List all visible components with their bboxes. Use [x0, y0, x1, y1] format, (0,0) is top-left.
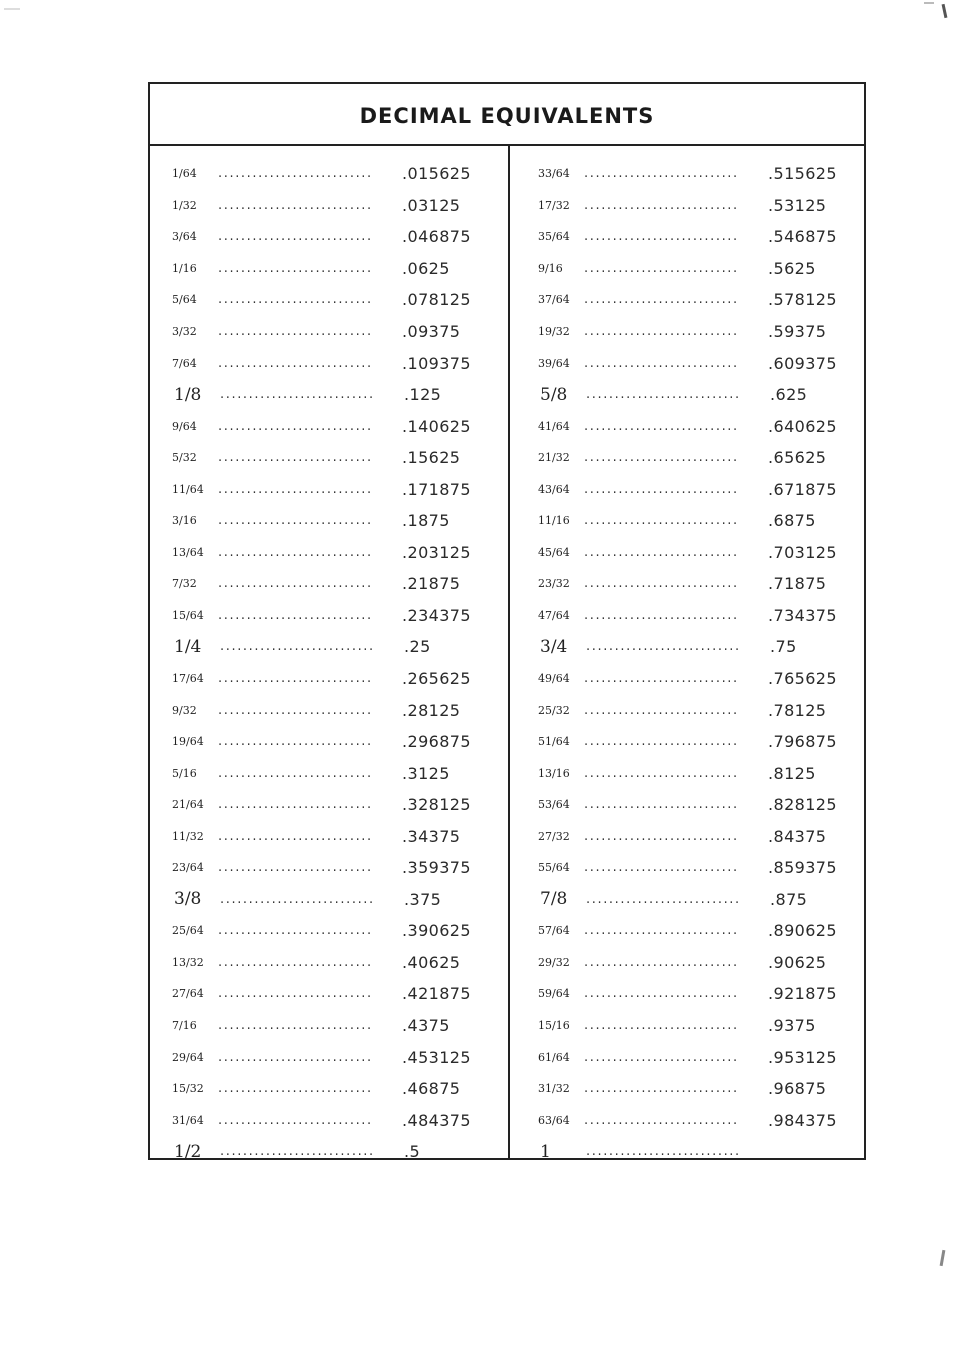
table-row [168, 1073, 498, 1105]
table-row [168, 1104, 498, 1136]
table-row [534, 1136, 864, 1168]
dot-leader: ........................... [218, 166, 373, 182]
decimal-value: .734375 [768, 605, 837, 625]
decimal-value: .15625 [402, 448, 461, 468]
decimal-value: .0625 [402, 258, 450, 278]
table-row [168, 284, 498, 316]
dot-leader: ........................... [218, 954, 373, 970]
dot-leader: ........................... [584, 197, 739, 213]
fraction-label: 11/16 [538, 514, 570, 528]
table-row [168, 1136, 498, 1168]
fraction-label: 5/32 [172, 451, 197, 465]
fraction-label: 51/64 [538, 735, 570, 749]
decimal-value: .828125 [768, 795, 837, 815]
dot-leader: ........................... [218, 1049, 373, 1065]
dot-leader: ........................... [220, 639, 375, 655]
decimal-value: .03125 [402, 195, 461, 215]
decimal-value: .4375 [402, 1016, 450, 1036]
fraction-label: 43/64 [538, 482, 570, 496]
dot-leader: ........................... [218, 229, 373, 245]
fraction-label: 17/32 [538, 198, 570, 212]
decimal-value: .46875 [402, 1079, 461, 1099]
table-row [168, 442, 498, 474]
dot-leader: ........................... [218, 450, 373, 466]
fraction-label: 7/64 [172, 356, 197, 370]
fraction-label: 29/64 [172, 1050, 204, 1064]
fraction-label: 19/32 [538, 325, 570, 338]
dot-leader: ........................... [218, 544, 373, 560]
table-row [168, 978, 498, 1010]
scan-mark [924, 2, 934, 4]
fraction-label: 7/16 [172, 1019, 197, 1033]
decimal-value: .296875 [402, 732, 471, 752]
dot-leader: ........................... [584, 576, 739, 592]
table-row [534, 884, 864, 916]
decimal-value: .25 [404, 637, 431, 657]
decimal-value: .75 [770, 637, 797, 657]
decimal-value: .546875 [768, 227, 837, 247]
fraction-label: 9/32 [172, 703, 197, 717]
decimal-value: .9375 [768, 1016, 816, 1036]
table-row [534, 347, 864, 379]
decimal-value: .375 [404, 889, 442, 909]
fraction-label: 1 [540, 1141, 551, 1162]
fraction-label: 37/64 [538, 293, 570, 307]
decimal-value: .796875 [768, 732, 837, 752]
table-row [168, 820, 498, 852]
fraction-label: 3/8 [174, 889, 202, 910]
table-row [534, 284, 864, 316]
dot-leader: ........................... [218, 418, 373, 434]
table-row [534, 600, 864, 632]
table-row [168, 253, 498, 285]
decimal-value: .5625 [768, 258, 816, 278]
table-row [168, 221, 498, 253]
decimal-value: .640625 [768, 416, 837, 436]
decimal-value: .3125 [402, 763, 450, 783]
dot-leader: ........................... [218, 671, 373, 687]
table-row [168, 158, 498, 190]
fraction-label: 13/32 [172, 955, 204, 969]
dot-leader: ........................... [218, 607, 373, 623]
dot-leader: ........................... [218, 576, 373, 592]
fraction-label: 45/64 [538, 545, 570, 559]
fraction-label: 1/2 [174, 1141, 202, 1162]
fraction-label: 23/64 [172, 861, 204, 875]
table-row [534, 190, 864, 222]
fraction-label: 17/64 [172, 672, 204, 686]
dot-leader: ........................... [218, 1018, 373, 1034]
dot-leader: ........................... [218, 260, 373, 276]
table-row [168, 884, 498, 916]
table-row [168, 600, 498, 632]
decimal-value: .890625 [768, 921, 837, 941]
decimal-value: .703125 [768, 542, 837, 562]
decimal-value: .1875 [402, 511, 450, 531]
decimal-value: .234375 [402, 605, 471, 625]
table-row [534, 852, 864, 884]
table-row [534, 947, 864, 979]
table-row [168, 852, 498, 884]
dot-leader: ........................... [218, 324, 373, 339]
decimal-value: .359375 [402, 858, 471, 878]
fraction-label: 7/32 [172, 577, 197, 591]
fraction-label: 1/4 [174, 636, 202, 657]
decimal-value: .265625 [402, 669, 471, 689]
dot-leader: ........................... [584, 828, 739, 844]
decimal-value: .125 [404, 385, 442, 405]
fraction-label: 15/64 [172, 608, 204, 622]
table-row [534, 158, 864, 190]
decimal-value: .984375 [768, 1110, 837, 1130]
decimal-value: .671875 [768, 479, 837, 499]
decimal-value: .40625 [402, 952, 461, 972]
decimal-value: .53125 [768, 195, 827, 215]
decimal-value: .21875 [402, 574, 461, 594]
decimal-value: .65625 [768, 448, 827, 468]
dot-leader: ........................... [218, 734, 373, 750]
decimal-value: .046875 [402, 227, 471, 247]
dot-leader: ........................... [218, 986, 373, 1002]
dot-leader: ........................... [584, 292, 739, 308]
table-row [168, 694, 498, 726]
fraction-label: 9/64 [172, 419, 197, 433]
table-row [534, 221, 864, 253]
fraction-label: 21/32 [538, 451, 570, 465]
decimal-value: .84375 [768, 826, 827, 846]
decimal-value: .015625 [402, 164, 471, 184]
fraction-label: 23/32 [538, 577, 570, 591]
dot-leader: ........................... [218, 1112, 373, 1128]
dot-leader: ........................... [218, 355, 373, 371]
decimal-value: .140625 [402, 416, 471, 436]
scan-mark [4, 8, 20, 10]
dot-leader: ........................... [218, 292, 373, 308]
table-row [168, 631, 498, 663]
decimal-value: .390625 [402, 921, 471, 941]
table-row [168, 316, 498, 348]
table-row [534, 253, 864, 285]
table-row [534, 631, 864, 663]
dot-leader: ........................... [584, 450, 739, 466]
decimal-value: .28125 [402, 700, 461, 720]
dot-leader: ........................... [586, 387, 741, 403]
decimal-value: .078125 [402, 290, 471, 310]
scan-mark [942, 4, 948, 18]
dot-leader: ........................... [584, 355, 739, 371]
table-row [534, 1073, 864, 1105]
decimal-value: .203125 [402, 542, 471, 562]
fraction-label: 33/64 [538, 167, 570, 181]
decimal-value: .765625 [768, 669, 837, 689]
dot-leader: ........................... [218, 197, 373, 213]
fraction-label: 5/16 [172, 766, 197, 780]
dot-leader: ........................... [218, 765, 373, 781]
fraction-label: 39/64 [538, 356, 570, 370]
dot-leader: ........................... [218, 1081, 373, 1097]
dot-leader: ........................... [584, 797, 739, 813]
fraction-label: 5/64 [172, 293, 197, 307]
fraction-label: 3/64 [172, 230, 197, 244]
decimal-value: .859375 [768, 858, 837, 878]
decimal-value: .578125 [768, 290, 837, 310]
dot-leader: ........................... [218, 923, 373, 939]
dot-leader: ........................... [586, 891, 741, 907]
dot-leader: ........................... [220, 387, 375, 403]
fraction-label: 59/64 [538, 987, 570, 1001]
fraction-label: 31/64 [172, 1113, 204, 1127]
fraction-label: 1/8 [174, 384, 202, 405]
dot-leader: ........................... [218, 513, 373, 529]
table-row [534, 473, 864, 505]
table-row [168, 1041, 498, 1073]
left-column [168, 158, 498, 1168]
dot-leader: ........................... [584, 1049, 739, 1065]
dot-leader: ........................... [584, 1112, 739, 1128]
table-row [168, 379, 498, 411]
decimal-value: .609375 [768, 353, 837, 373]
table-row [534, 820, 864, 852]
decimal-value: .09375 [402, 322, 461, 341]
dot-leader: ........................... [218, 860, 373, 876]
table-row [534, 1104, 864, 1136]
decimal-value: .421875 [402, 984, 471, 1004]
table-row [534, 663, 864, 695]
dot-leader: ........................... [584, 860, 739, 876]
table-row [168, 347, 498, 379]
fraction-label: 1/32 [172, 198, 197, 212]
decimal-value: .109375 [402, 353, 471, 373]
fraction-label: 49/64 [538, 672, 570, 686]
dot-leader: ........................... [584, 260, 739, 276]
decimal-value: .328125 [402, 795, 471, 815]
fraction-label: 27/64 [172, 987, 204, 1001]
dot-leader: ........................... [584, 986, 739, 1002]
fraction-label: 29/32 [538, 955, 570, 969]
table-row [168, 505, 498, 537]
table-row [168, 190, 498, 222]
fraction-label: 5/8 [540, 384, 568, 405]
decimal-value: .5 [404, 1142, 421, 1162]
fraction-label: 15/16 [538, 1019, 570, 1033]
dot-leader: ........................... [586, 639, 741, 655]
table-row [534, 505, 864, 537]
dot-leader: ........................... [584, 954, 739, 970]
table-body [150, 146, 864, 1162]
table-row [168, 537, 498, 569]
table-row [168, 757, 498, 789]
fraction-label: 53/64 [538, 798, 570, 812]
fraction-label: 3/32 [172, 325, 197, 338]
table-row [534, 379, 864, 411]
table-row [534, 537, 864, 569]
fraction-label: 63/64 [538, 1113, 570, 1127]
dot-leader: ........................... [218, 828, 373, 844]
dot-leader: ........................... [584, 607, 739, 623]
table-row [534, 757, 864, 789]
dot-leader: ........................... [584, 702, 739, 718]
fraction-label: 27/32 [538, 829, 570, 843]
fraction-label: 1/64 [172, 167, 197, 181]
fraction-label: 11/32 [172, 829, 204, 843]
fraction-label: 15/32 [172, 1082, 204, 1096]
fraction-label: 1/16 [172, 261, 197, 275]
dot-leader: ........................... [584, 765, 739, 781]
fraction-label: 57/64 [538, 924, 570, 938]
decimal-value: .6875 [768, 511, 816, 531]
dot-leader: ........................... [584, 418, 739, 434]
table-row [534, 568, 864, 600]
fraction-label: 25/64 [172, 924, 204, 938]
decimal-value: .78125 [768, 700, 827, 720]
decimal-equivalents-table [148, 82, 866, 1160]
fraction-label: 19/64 [172, 735, 204, 749]
fraction-label: 47/64 [538, 608, 570, 622]
decimal-value: .484375 [402, 1110, 471, 1130]
decimal-value: .71875 [768, 574, 827, 594]
fraction-label: 41/64 [538, 419, 570, 433]
table-row [534, 789, 864, 821]
fraction-label: 61/64 [538, 1050, 570, 1064]
table-row [534, 316, 864, 348]
column-divider [508, 146, 510, 1158]
table-row [168, 726, 498, 758]
dot-leader: ........................... [584, 324, 739, 339]
decimal-value: .625 [770, 385, 808, 405]
decimal-value: .953125 [768, 1047, 837, 1067]
fraction-label: 13/16 [538, 766, 570, 780]
dot-leader: ........................... [584, 166, 739, 182]
table-row [168, 915, 498, 947]
table-row [534, 442, 864, 474]
dot-leader: ........................... [218, 481, 373, 497]
table-row [534, 978, 864, 1010]
decimal-value: .515625 [768, 164, 837, 184]
dot-leader: ........................... [220, 891, 375, 907]
fraction-label: 3/4 [540, 636, 568, 657]
decimal-value: .34375 [402, 826, 461, 846]
decimal-value: .59375 [768, 322, 827, 341]
dot-leader: ........................... [584, 923, 739, 939]
table-row [168, 410, 498, 442]
dot-leader: ........................... [584, 229, 739, 245]
dot-leader: ........................... [584, 1081, 739, 1097]
decimal-value: .453125 [402, 1047, 471, 1067]
table-row [168, 789, 498, 821]
table-row [534, 915, 864, 947]
fraction-label: 21/64 [172, 798, 204, 812]
table-row [168, 568, 498, 600]
decimal-value: .875 [770, 889, 808, 909]
right-column [534, 158, 864, 1168]
table-row [534, 694, 864, 726]
fraction-label: 7/8 [540, 889, 568, 910]
table-title: DECIMAL EQUIVALENTS [359, 104, 655, 128]
fraction-label: 11/64 [172, 482, 204, 496]
table-row [168, 1010, 498, 1042]
fraction-label: 31/32 [538, 1082, 570, 1096]
dot-leader: ........................... [584, 481, 739, 497]
decimal-value: .8125 [768, 763, 816, 783]
fraction-label: 9/16 [538, 261, 563, 275]
fraction-label: 25/32 [538, 703, 570, 717]
dot-leader: ........................... [584, 513, 739, 529]
table-row [534, 1041, 864, 1073]
table-row [534, 726, 864, 758]
decimal-value: .921875 [768, 984, 837, 1004]
title-row [150, 84, 864, 146]
dot-leader: ........................... [586, 1144, 741, 1160]
dot-leader: ........................... [584, 734, 739, 750]
dot-leader: ........................... [584, 671, 739, 687]
table-row [168, 947, 498, 979]
table-row [168, 473, 498, 505]
fraction-label: 55/64 [538, 861, 570, 875]
dot-leader: ........................... [220, 1144, 375, 1160]
fraction-label: 35/64 [538, 230, 570, 244]
dot-leader: ........................... [584, 1018, 739, 1034]
fraction-label: 13/64 [172, 545, 204, 559]
scan-mark [940, 1250, 946, 1266]
table-row [534, 410, 864, 442]
decimal-value: .90625 [768, 952, 827, 972]
dot-leader: ........................... [218, 702, 373, 718]
table-row [534, 1010, 864, 1042]
decimal-value: .171875 [402, 479, 471, 499]
fraction-label: 3/16 [172, 514, 197, 528]
table-row [168, 663, 498, 695]
dot-leader: ........................... [584, 544, 739, 560]
decimal-value: .96875 [768, 1079, 827, 1099]
dot-leader: ........................... [218, 797, 373, 813]
